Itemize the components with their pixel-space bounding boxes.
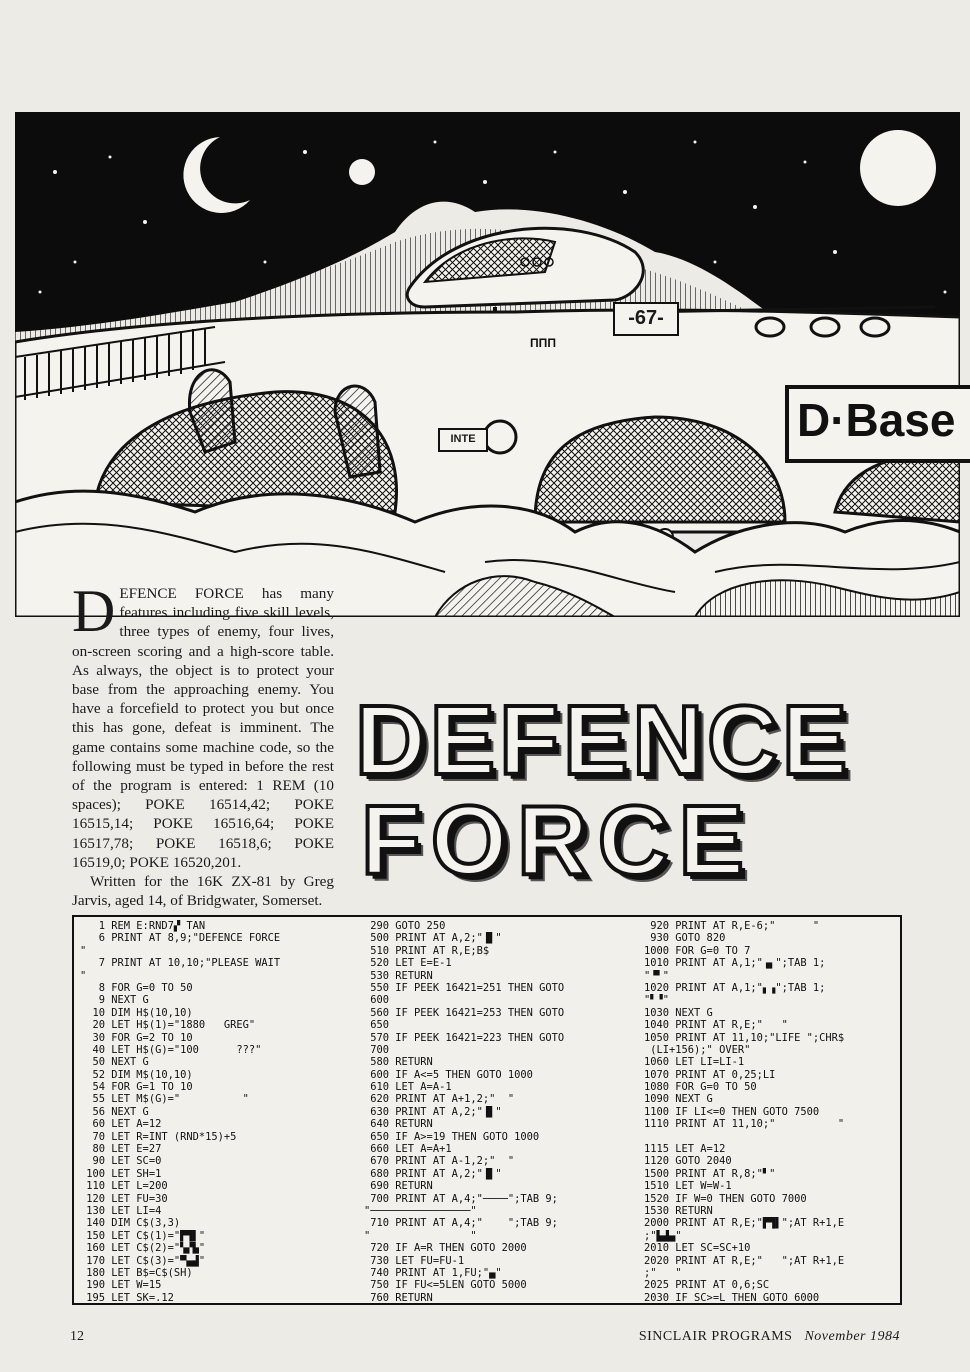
listing-line: 52 DIM M$(10,10) <box>80 1068 193 1081</box>
listing-line: "▘▝" <box>644 994 670 1007</box>
listing-line: 130 LET LI=4 <box>80 1204 162 1217</box>
drop-cap: D <box>72 578 116 644</box>
listing-line: 60 LET A=12 <box>80 1118 162 1131</box>
listing-line: 180 LET B$=C$(SH) <box>80 1266 193 1279</box>
listing-line: 650 <box>364 1019 390 1032</box>
listing-line: 195 LET SK=.12 <box>80 1291 174 1304</box>
listing-line: 1120 GOTO 2040 <box>644 1155 732 1168</box>
listing-line: 1530 RETURN <box>644 1204 713 1217</box>
listing-line: 560 IF PEEK 16421=253 THEN GOTO <box>364 1006 565 1019</box>
listing-line: 750 IF FU<=5LEN GOTO 5000 <box>364 1279 527 1292</box>
listing-line: 2020 PRINT AT R,E;" ";AT R+1,E <box>644 1254 845 1267</box>
listing-line: " " <box>364 1229 477 1242</box>
title-line-force: FORCE <box>361 785 754 895</box>
listing-line: 680 PRINT AT A,2;"▐▌" <box>364 1167 502 1180</box>
listing-line: 650 IF A>=19 THEN GOTO 1000 <box>364 1130 540 1143</box>
listing-line: 1510 LET W=W-1 <box>644 1180 732 1193</box>
program-listing <box>72 915 902 1305</box>
listing-line: 1090 NEXT G <box>644 1093 713 1106</box>
listing-line: "────────────────" <box>364 1204 477 1217</box>
listing-line: 1 REM E:RND7▞ TAN <box>80 920 206 932</box>
listing-line: 30 FOR G=2 TO 10 <box>80 1031 193 1044</box>
svg-text:ΠΠΠ: ΠΠΠ <box>530 336 556 350</box>
listing-line: 290 GOTO 250 <box>364 920 446 932</box>
listing-line: "▝▘" <box>644 969 670 982</box>
listing-line: 120 LET FU=30 <box>80 1192 168 1205</box>
full-moon <box>860 130 936 206</box>
listing-line: 2025 PRINT AT 0,6;SC <box>644 1279 770 1292</box>
small-moon <box>349 159 375 185</box>
listing-line: 720 IF A=R THEN GOTO 2000 <box>364 1242 527 1255</box>
listing-line: 690 RETURN <box>364 1180 433 1193</box>
listing-line: 1030 NEXT G <box>644 1006 713 1019</box>
hull-sign-number: -67- <box>613 302 679 336</box>
listing-line: 700 <box>364 1043 390 1056</box>
listing-line: 8 FOR G=0 TO 50 <box>80 981 193 994</box>
author-credit: Written for the 16K ZX-81 by Greg Jarvis, aged 14, of Bridgwater, Somerset. <box>72 873 334 910</box>
listing-line: 70 LET R=INT (RND*15)+5 <box>80 1130 237 1143</box>
listing-line: 54 FOR G=1 TO 10 <box>80 1081 193 1094</box>
listing-line: 9 NEXT G <box>80 994 149 1007</box>
listing-line: 660 LET A=A+1 <box>364 1143 452 1156</box>
listing-line: 570 IF PEEK 16421=223 THEN GOTO <box>364 1031 565 1044</box>
listing-line: 20 LET H$(1)="1880 GREG" <box>80 1019 256 1032</box>
title-line-defence: DEFENCE <box>355 685 852 795</box>
listing-line: 40 LET H$(G)="100 ???" <box>80 1043 262 1056</box>
intro-paragraph <box>72 578 334 872</box>
listing-line: 160 LET C$(2)="▚▞▙" <box>80 1242 206 1255</box>
listing-line: 55 LET M$(G)=" " <box>80 1093 249 1106</box>
listing-line: 530 RETURN <box>364 969 433 982</box>
page-number: 12 <box>70 1329 84 1344</box>
listing-line: 600 IF A<=5 THEN GOTO 1000 <box>364 1068 533 1081</box>
listing-column-2 <box>364 920 629 1305</box>
listing-column-1 <box>80 920 346 1305</box>
listing-line: 600 <box>364 994 390 1007</box>
listing-line: 1060 LET LI=LI-1 <box>644 1056 745 1069</box>
listing-line: 500 PRINT AT A,2;"▐▌" <box>364 932 502 945</box>
listing-line: 1520 IF W=0 THEN GOTO 7000 <box>644 1192 807 1205</box>
listing-line: 50 NEXT G <box>80 1056 149 1069</box>
listing-line: 10 DIM H$(10,10) <box>80 1006 193 1019</box>
listing-line: 1070 PRINT AT 0,25;LI <box>644 1068 776 1081</box>
listing-line: ;" " <box>644 1266 682 1279</box>
intro-text: EFENCE FORCE has many features including five skill levels, three types of enemy, four lives, on-screen scoring and a high-score table. As always, the object is to protect your base from the approaching enemy. You have a forcefield to protect you but once this has gone, defeat is imminent. The game contains some machine code, so the following must be typed in before the rest of the program is entered: 1 REM (10 spaces); POKE 16514,42; POKE 16515,14; POKE 16516,64; POKE 16517,78; POKE 16518,6; POKE 16519,0; POKE 16520,201. <box>72 585 334 871</box>
listing-line: 520 LET E=E-1 <box>364 957 452 970</box>
issue-date: November 1984 <box>804 1329 900 1344</box>
listing-column-3 <box>644 920 896 1305</box>
listing-line: 550 IF PEEK 16421=251 THEN GOTO <box>364 981 565 994</box>
listing-line <box>364 1304 629 1305</box>
listing-line: 1500 PRINT AT R,8;"▘" <box>644 1167 776 1180</box>
listing-line: 2030 IF SC>=L THEN GOTO 6000 <box>644 1291 820 1304</box>
listing-line <box>80 1304 346 1305</box>
listing-line: 150 LET C$(1)="▛▜▌" <box>80 1229 206 1242</box>
dbase-sign: D·Base <box>785 385 970 463</box>
listing-line: 2000 PRINT AT R,E;"▛▜▌";AT R+1,E <box>644 1217 845 1230</box>
listing-line: 1040 PRINT AT R,E;" " <box>644 1019 788 1032</box>
listing-line: 920 PRINT AT R,E-6;" " <box>644 920 820 932</box>
magazine-name: SINCLAIR PROGRAMS <box>638 1329 793 1344</box>
listing-line: 730 LET FU=FU-1 <box>364 1254 465 1267</box>
listing-line: 1080 FOR G=0 TO 50 <box>644 1081 757 1094</box>
listing-line: 760 RETURN <box>364 1291 433 1304</box>
listing-line: 1100 IF LI<=0 THEN GOTO 7500 <box>644 1105 820 1118</box>
article-intro <box>72 578 334 910</box>
listing-line: 140 DIM C$(3,3) <box>80 1217 181 1230</box>
listing-line: (LI+156);" OVER" <box>644 1043 751 1056</box>
listing-line: 1020 PRINT AT A,1;"▖▗";TAB 1; <box>644 981 826 994</box>
listing-line: 580 RETURN <box>364 1056 433 1069</box>
listing-line: 56 NEXT G <box>80 1105 149 1118</box>
listing-line: 170 LET C$(3)="▀▄▟" <box>80 1254 206 1267</box>
listing-line: 1000 FOR G=0 TO 7 <box>644 944 751 957</box>
listing-line: 630 PRINT AT A,2;"▐▌" <box>364 1105 502 1118</box>
page-footer <box>639 1329 900 1345</box>
space-base-illustration <box>15 112 960 617</box>
listing-line: 640 RETURN <box>364 1118 433 1131</box>
listing-line: 190 LET W=15 <box>80 1279 162 1292</box>
listing-line: 6 PRINT AT 8,9;"DEFENCE FORCE <box>80 932 281 945</box>
listing-line: 740 PRINT AT 1,FU;"▄" <box>364 1266 502 1279</box>
listing-line: 700 PRINT AT A,4;"────";TAB 9; <box>364 1192 558 1205</box>
listing-line: " <box>80 969 87 982</box>
listing-line: 710 PRINT AT A,4;" ";TAB 9; <box>364 1217 558 1230</box>
cover-illustration <box>15 112 960 617</box>
listing-line: 1010 PRINT AT A,1;"▗▖";TAB 1; <box>644 957 826 970</box>
listing-line: 1050 PRINT AT 11,10;"LIFE ";CHR$ <box>644 1031 845 1044</box>
listing-line: 1110 PRINT AT 11,10;" " <box>644 1118 845 1131</box>
listing-line: 670 PRINT AT A-1,2;" " <box>364 1155 515 1168</box>
listing-line: 100 LET SH=1 <box>80 1167 162 1180</box>
listing-line: 2010 LET SC=SC+10 <box>644 1242 751 1255</box>
listing-line <box>644 1131 896 1143</box>
listing-line: 90 LET SC=0 <box>80 1155 162 1168</box>
listing-line: 80 LET E=27 <box>80 1143 162 1156</box>
listing-line: 110 LET L=200 <box>80 1180 168 1193</box>
listing-line: " <box>80 944 87 957</box>
listing-line: 930 GOTO 820 <box>644 932 726 945</box>
hull-sign-inte: INTE <box>438 428 488 452</box>
listing-line: 610 LET A=A-1 <box>364 1081 452 1094</box>
listing-line <box>644 1304 896 1305</box>
listing-line: 620 PRINT AT A+1,2;" " <box>364 1093 515 1106</box>
listing-line: ;"▙▟▄" <box>644 1229 682 1242</box>
listing-line: 7 PRINT AT 10,10;"PLEASE WAIT <box>80 957 281 970</box>
listing-line: 1115 LET A=12 <box>644 1143 726 1156</box>
article-title <box>355 685 895 905</box>
listing-line: 510 PRINT AT R,E;B$ <box>364 944 490 957</box>
